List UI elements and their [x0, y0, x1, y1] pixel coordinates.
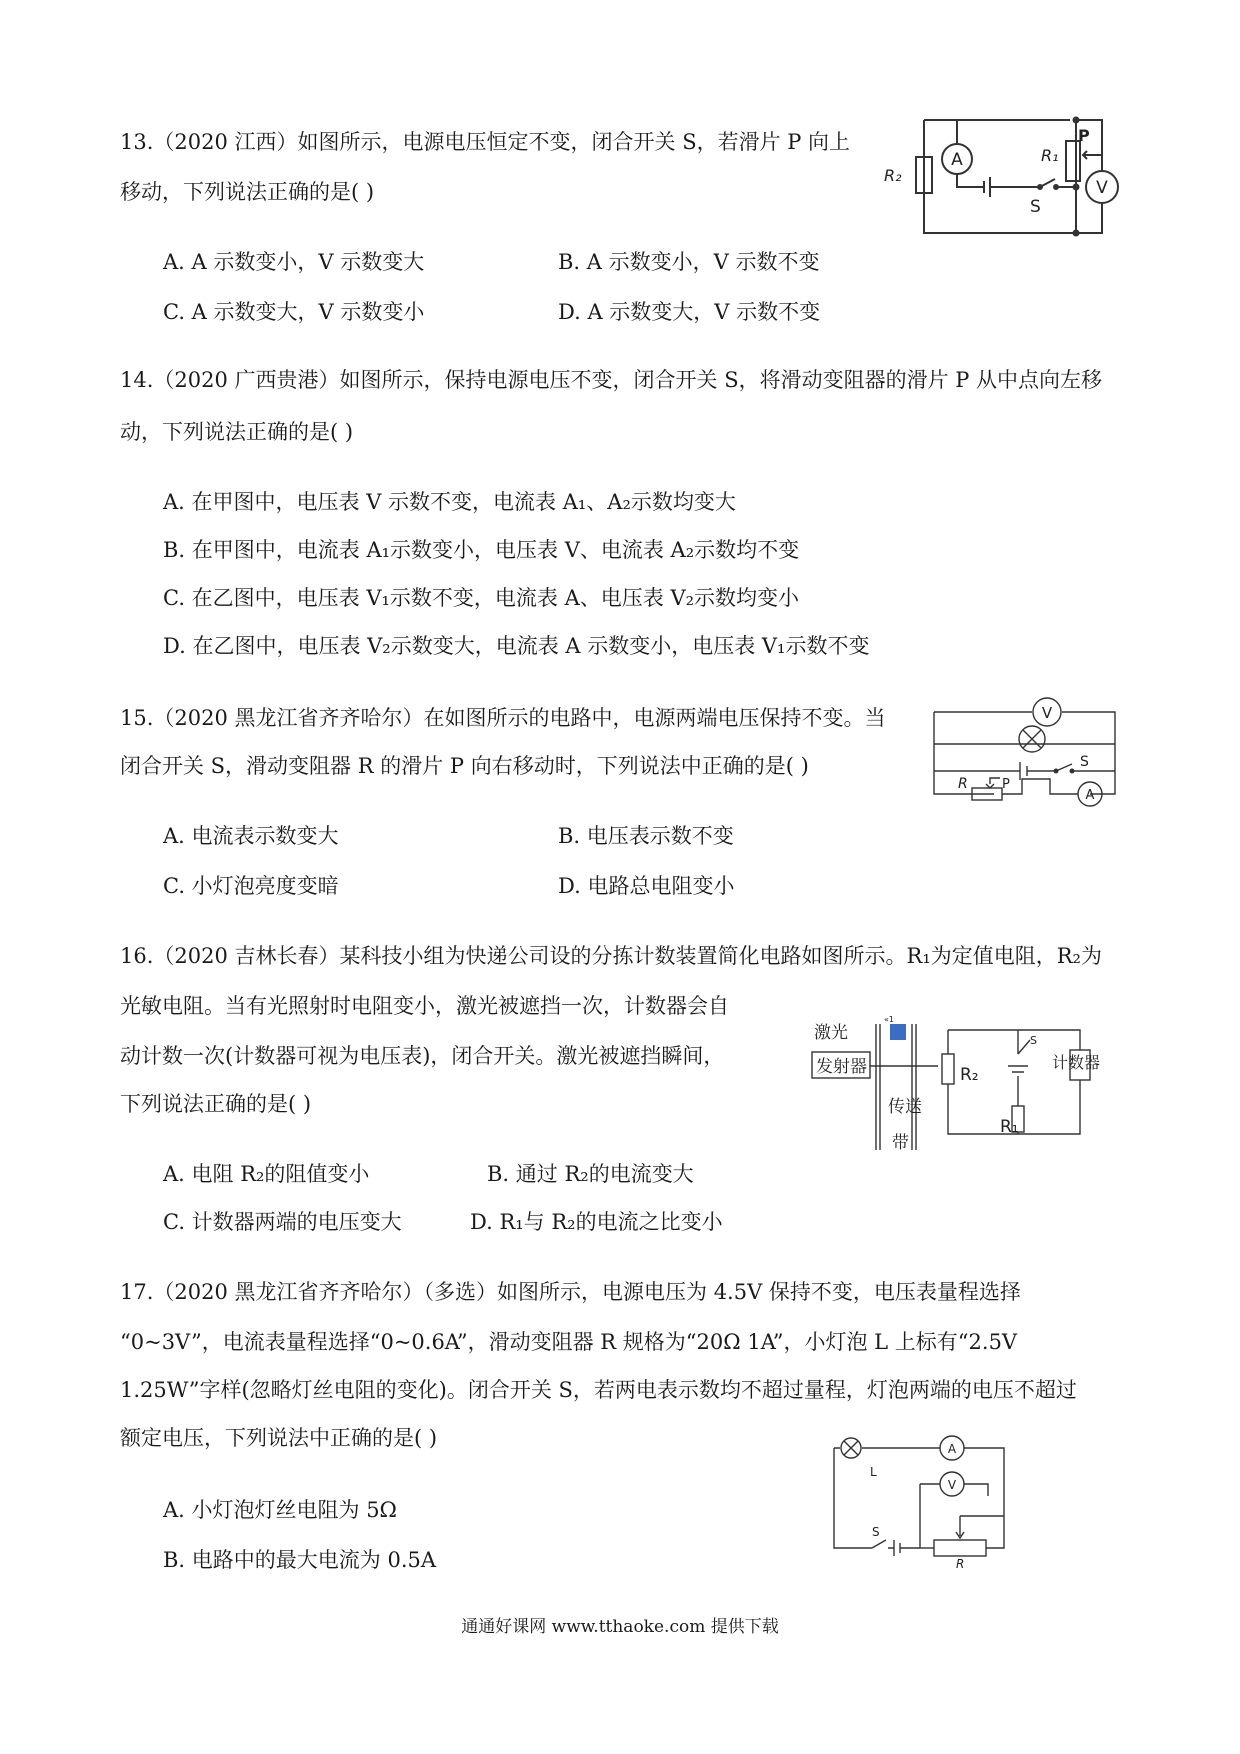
q16-label-belt-2: 带 [892, 1133, 909, 1153]
q13-label-r1: R₁ [1041, 146, 1059, 165]
q17-stem-line-2: “0~3V”，电流表量程选择“0~0.6A”，滑动变阻器 R 规格为“20Ω 1A”，小灯泡 L 上标有“2.5V [120, 1330, 1018, 1354]
q14-stem-line-1: 14.（2020 广西贵港）如图所示，保持电源电压不变，闭合开关 S，将滑动变阻器的滑片 P 从中点向左移 [120, 368, 1103, 392]
q17-stem-line-4: 额定电压，下列说法中正确的是( ) [120, 1426, 438, 1450]
q15-stem-line-2: 闭合开关 S，滑动变阻器 R 的滑片 P 向右移动时，下列说法中正确的是( ) [120, 754, 809, 778]
q16-label-counter: 计数器 [1052, 1053, 1101, 1072]
q17-stem-line-3: 1.25W”字样(忽略灯丝电阻的变化)。闭合开关 S，若两电表示数均不超过量程，灯泡两端的电压不超过 [120, 1378, 1077, 1402]
q17-circuit-diagram [830, 1440, 1020, 1570]
page-footer: 通通好课网 www.tthaoke.com 提供下载 [461, 1617, 779, 1637]
q13-label-ammeter: A [951, 150, 963, 170]
q16-option-a: A. 电阻 R₂的阻值变小 [163, 1162, 370, 1186]
q16-stem-line-2: 光敏电阻。当有光照射时电阻变小，激光被遮挡一次，计数器会自 [120, 994, 729, 1018]
q14-option-a: A. 在甲图中，电压表 V 示数不变，电流表 A₁、A₂示数均变大 [163, 490, 736, 514]
q17-label-lamp: L [870, 1465, 877, 1479]
q17-option-a: A. 小灯泡灯丝电阻为 5Ω [163, 1498, 397, 1522]
q13-label-switch: S [1030, 197, 1041, 217]
svg-text:«1: «1 [884, 1015, 894, 1024]
q17-option-b: B. 电路中的最大电流为 0.5A [163, 1548, 437, 1572]
q13-label-p: P [1078, 126, 1090, 145]
q13-circuit-diagram [880, 115, 1130, 240]
q13-option-b: B. A 示数变小，V 示数不变 [558, 250, 820, 274]
q17-label-switch: S [872, 1525, 880, 1539]
q16-label-r2: R₂ [960, 1065, 979, 1085]
q15-label-switch: S [1080, 754, 1089, 770]
q16-label-laser: 激光 [814, 1023, 848, 1043]
q13-option-d: D. A 示数变大，V 示数不变 [558, 300, 821, 324]
q16-label-r1: R₁ [1000, 1117, 1019, 1137]
q14-option-b: B. 在甲图中，电流表 A₁示数变小，电压表 V、电流表 A₂示数均不变 [163, 538, 800, 562]
q16-label-switch: S [1030, 1034, 1037, 1047]
q15-option-c: C. 小灯泡亮度变暗 [163, 874, 339, 898]
q17-label-ammeter: A [947, 1442, 957, 1456]
q17-stem-line-1: 17.（2020 黑龙江省齐齐哈尔）（多选）如图所示，电源电压为 4.5V 保持不变，电压表量程选择 [120, 1280, 1021, 1304]
q16-option-b: B. 通过 R₂的电流变大 [487, 1162, 694, 1186]
q13-stem-line-1: 13.（2020 江西）如图所示，电源电压恒定不变，闭合开关 S，若滑片 P 向上 [120, 130, 851, 154]
q13-option-c: C. A 示数变大，V 示数变小 [163, 300, 425, 324]
q15-option-a: A. 电流表示数变大 [163, 824, 339, 848]
q16-label-belt-1: 传送 [888, 1097, 922, 1117]
q17-label-rheostat: R [956, 1557, 965, 1571]
q13-label-r2: R₂ [884, 166, 902, 185]
q13-option-a: A. A 示数变小，V 示数变大 [163, 250, 425, 274]
q14-option-d: D. 在乙图中，电压表 V₂示数变大，电流表 A 示数变小，电压表 V₁示数不变 [163, 634, 870, 658]
q14-stem-line-2: 动，下列说法正确的是( ) [120, 420, 354, 444]
q14-option-c: C. 在乙图中，电压表 V₁示数不变，电流表 A、电压表 V₂示数均变小 [163, 586, 800, 610]
q16-stem-line-4: 下列说法正确的是( ) [120, 1092, 312, 1116]
q15-label-ammeter: A [1085, 788, 1095, 803]
q17-label-voltmeter: V [947, 1478, 957, 1492]
q13-label-voltmeter: V [1096, 178, 1108, 198]
q15-label-voltmeter: V [1041, 704, 1053, 722]
q15-stem-line-1: 15.（2020 黑龙江省齐齐哈尔）在如图所示的电路中，电源两端电压保持不变。当 [120, 706, 886, 730]
q16-option-d: D. R₁与 R₂的电流之比变小 [470, 1210, 723, 1234]
q15-option-b: B. 电压表示数不变 [558, 824, 734, 848]
q16-label-emitter: 发射器 [816, 1057, 867, 1077]
q15-label-rheostat: R [958, 776, 968, 792]
q16-circuit-diagram [808, 1010, 1120, 1153]
q15-label-slider: P [1002, 777, 1010, 792]
q16-stem-line-3: 动计数一次(计数器可视为电压表)，闭合开关。激光被遮挡瞬间， [120, 1044, 725, 1068]
q15-circuit-diagram [932, 694, 1122, 814]
q15-option-d: D. 电路总电阻变小 [558, 874, 735, 898]
q16-stem-line-1: 16.（2020 吉林长春）某科技小组为快递公司设的分拣计数装置简化电路如图所示。R₁为定值电阻，R₂为 [120, 944, 1102, 968]
q16-option-c: C. 计数器两端的电压变大 [163, 1210, 402, 1234]
q13-stem-line-2: 移动，下列说法正确的是( ) [120, 180, 375, 204]
